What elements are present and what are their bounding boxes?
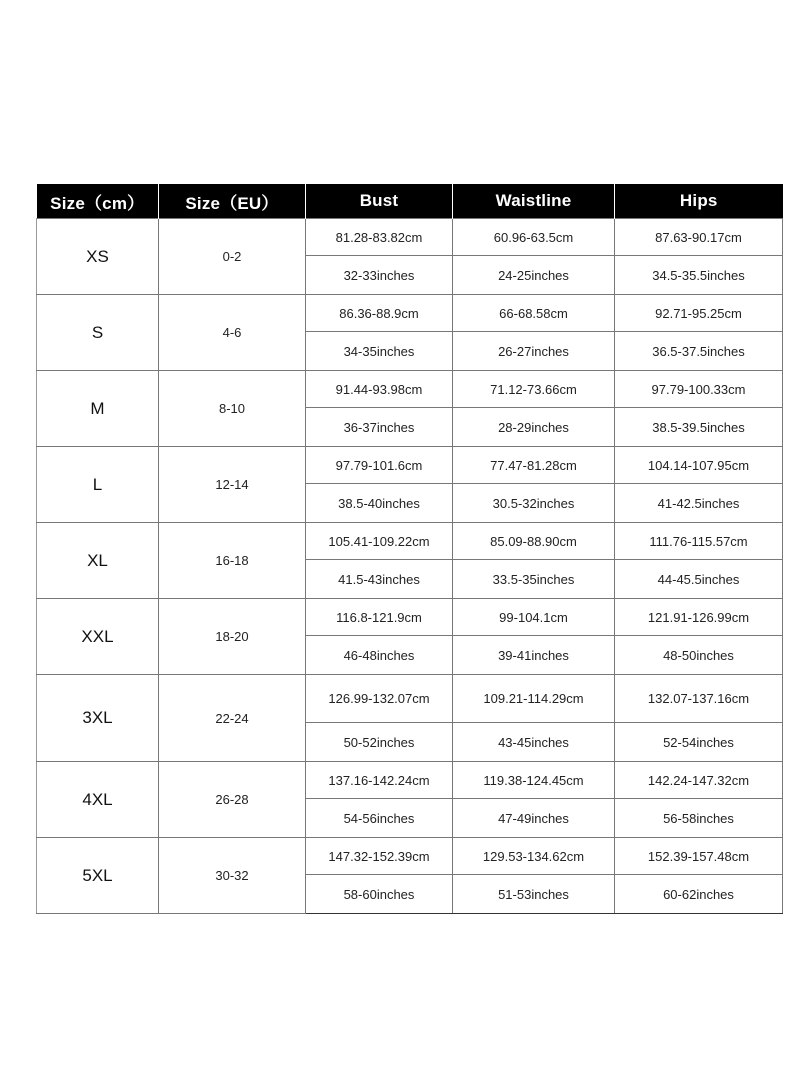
eu-size-cell: 12-14 [159,447,306,523]
bust-inches-cell: 50-52inches [306,723,453,762]
waist-inches-cell: 26-27inches [453,332,615,371]
eu-size-cell: 26-28 [159,762,306,838]
hips-inches-cell: 44-45.5inches [615,560,783,599]
waist-inches-cell: 51-53inches [453,875,615,914]
size-label-cell: XL [37,523,159,599]
waist-cm-cell: 119.38-124.45cm [453,762,615,799]
header-hips: Hips [615,184,783,219]
bust-cm-cell: 126.99-132.07cm [306,675,453,723]
waist-inches-cell: 24-25inches [453,256,615,295]
bust-cm-cell: 81.28-83.82cm [306,219,453,256]
eu-size-cell: 4-6 [159,295,306,371]
eu-size-cell: 18-20 [159,599,306,675]
size-label-cell: 3XL [37,675,159,762]
hips-inches-cell: 48-50inches [615,636,783,675]
hips-inches-cell: 36.5-37.5inches [615,332,783,371]
waist-inches-cell: 28-29inches [453,408,615,447]
size-label-cell: XXL [37,599,159,675]
size-label-cell: 4XL [37,762,159,838]
waist-cm-cell: 60.96-63.5cm [453,219,615,256]
waist-cm-cell: 99-104.1cm [453,599,615,636]
table-row [37,762,783,799]
header-row [37,184,783,219]
bust-cm-cell: 91.44-93.98cm [306,371,453,408]
waist-inches-cell: 39-41inches [453,636,615,675]
bust-cm-cell: 116.8-121.9cm [306,599,453,636]
hips-inches-cell: 41-42.5inches [615,484,783,523]
header-size-cm: Size（cm） [37,184,159,219]
table-row [37,838,783,875]
waist-cm-cell: 77.47-81.28cm [453,447,615,484]
hips-cm-cell: 97.79-100.33cm [615,371,783,408]
header-bust: Bust [306,184,453,219]
hips-cm-cell: 87.63-90.17cm [615,219,783,256]
waist-inches-cell: 30.5-32inches [453,484,615,523]
bust-cm-cell: 86.36-88.9cm [306,295,453,332]
bust-inches-cell: 46-48inches [306,636,453,675]
bust-cm-cell: 147.32-152.39cm [306,838,453,875]
bust-inches-cell: 34-35inches [306,332,453,371]
waist-cm-cell: 85.09-88.90cm [453,523,615,560]
bust-cm-cell: 137.16-142.24cm [306,762,453,799]
waist-inches-cell: 43-45inches [453,723,615,762]
hips-cm-cell: 104.14-107.95cm [615,447,783,484]
size-label-cell: XS [37,219,159,295]
hips-cm-cell: 142.24-147.32cm [615,762,783,799]
table-row [37,295,783,332]
waist-cm-cell: 109.21-114.29cm [453,675,615,723]
size-label-cell: M [37,371,159,447]
bust-inches-cell: 32-33inches [306,256,453,295]
waist-inches-cell: 33.5-35inches [453,560,615,599]
size-label-cell: S [37,295,159,371]
bust-inches-cell: 38.5-40inches [306,484,453,523]
header-size-eu: Size（EU） [159,184,306,219]
hips-inches-cell: 34.5-35.5inches [615,256,783,295]
waist-cm-cell: 71.12-73.66cm [453,371,615,408]
table-row [37,523,783,560]
bust-cm-cell: 105.41-109.22cm [306,523,453,560]
hips-cm-cell: 121.91-126.99cm [615,599,783,636]
table-row [37,219,783,256]
size-label-cell: L [37,447,159,523]
size-chart-table [36,184,783,914]
hips-inches-cell: 56-58inches [615,799,783,838]
waist-inches-cell: 47-49inches [453,799,615,838]
hips-inches-cell: 60-62inches [615,875,783,914]
table-row [37,447,783,484]
hips-inches-cell: 38.5-39.5inches [615,408,783,447]
eu-size-cell: 30-32 [159,838,306,914]
hips-cm-cell: 132.07-137.16cm [615,675,783,723]
hips-inches-cell: 52-54inches [615,723,783,762]
bust-inches-cell: 41.5-43inches [306,560,453,599]
table-row [37,371,783,408]
header-waistline: Waistline [453,184,615,219]
waist-cm-cell: 129.53-134.62cm [453,838,615,875]
eu-size-cell: 0-2 [159,219,306,295]
hips-cm-cell: 152.39-157.48cm [615,838,783,875]
bust-inches-cell: 54-56inches [306,799,453,838]
bust-inches-cell: 36-37inches [306,408,453,447]
size-label-cell: 5XL [37,838,159,914]
size-chart-body [37,219,783,914]
bust-inches-cell: 58-60inches [306,875,453,914]
eu-size-cell: 22-24 [159,675,306,762]
table-row [37,599,783,636]
eu-size-cell: 16-18 [159,523,306,599]
table-row [37,675,783,723]
eu-size-cell: 8-10 [159,371,306,447]
hips-cm-cell: 92.71-95.25cm [615,295,783,332]
hips-cm-cell: 111.76-115.57cm [615,523,783,560]
waist-cm-cell: 66-68.58cm [453,295,615,332]
bust-cm-cell: 97.79-101.6cm [306,447,453,484]
